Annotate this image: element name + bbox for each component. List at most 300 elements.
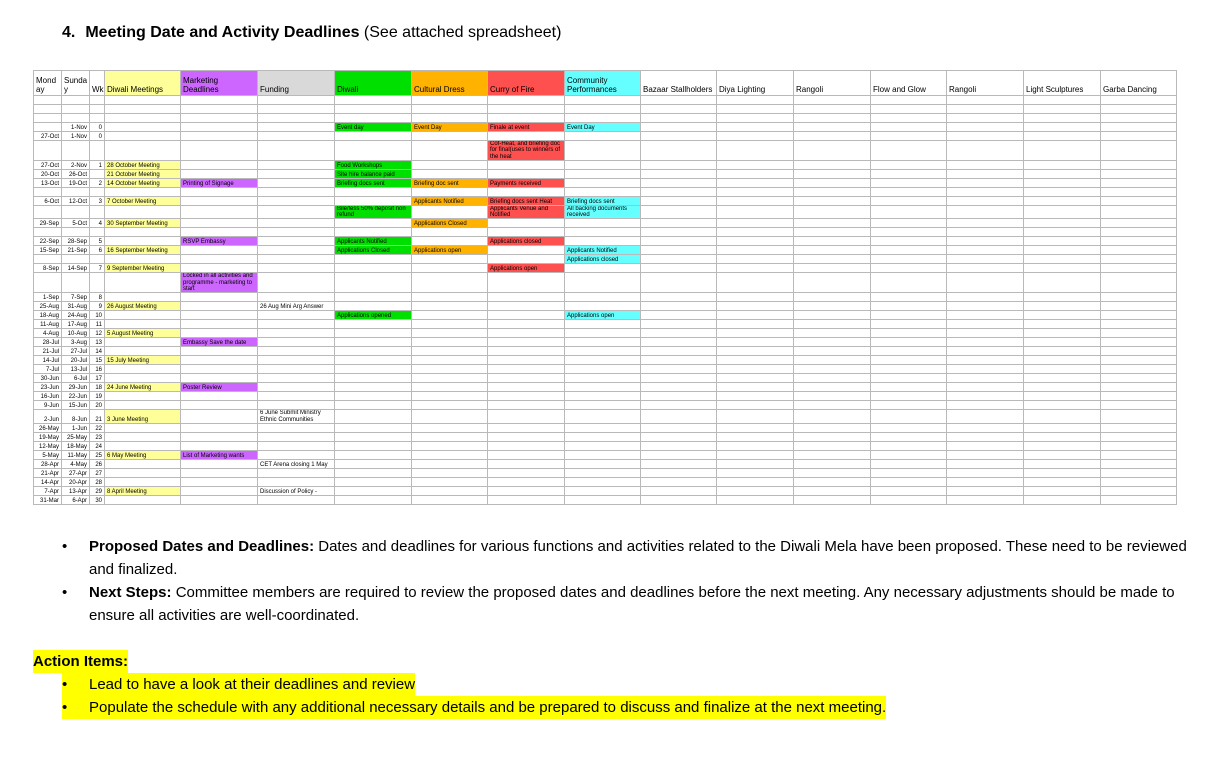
empty-cell — [488, 468, 565, 477]
empty-cell — [1101, 237, 1177, 246]
empty-cell — [947, 219, 1024, 228]
table-cell: 9 September Meeting — [105, 264, 181, 273]
column-header-mond-ay: Mond ay — [34, 71, 62, 96]
empty-cell — [717, 273, 794, 293]
empty-cell — [258, 273, 335, 293]
table-cell: 15 July Meeting — [105, 356, 181, 365]
table-row — [34, 495, 1177, 504]
empty-cell — [871, 237, 947, 246]
table-cell: 21-Apr — [34, 468, 62, 477]
empty-cell — [258, 423, 335, 432]
section-title: Meeting Date and Activity Deadlines — [85, 24, 360, 41]
table-cell: 26 — [90, 459, 105, 468]
empty-cell — [794, 311, 871, 320]
empty-cell — [1024, 255, 1101, 264]
empty-cell — [1024, 132, 1101, 141]
empty-cell — [1024, 264, 1101, 273]
empty-cell — [641, 468, 717, 477]
column-header-diwali: Diwali — [335, 71, 412, 96]
empty-cell — [412, 459, 488, 468]
empty-cell — [641, 273, 717, 293]
empty-cell — [641, 459, 717, 468]
empty-cell — [565, 432, 641, 441]
table-cell: Applications Closed — [335, 246, 412, 255]
empty-cell — [641, 338, 717, 347]
empty-cell — [412, 293, 488, 302]
empty-cell — [1024, 320, 1101, 329]
table-cell: Briefing doc sent — [412, 178, 488, 187]
table-cell: 24-Aug — [62, 311, 90, 320]
empty-cell — [641, 255, 717, 264]
empty-cell — [335, 486, 412, 495]
empty-cell — [258, 347, 335, 356]
section-heading — [62, 24, 561, 42]
empty-cell — [1101, 293, 1177, 302]
table-cell: 12-Oct — [62, 196, 90, 205]
empty-cell — [181, 293, 258, 302]
empty-cell — [258, 450, 335, 459]
table-cell: Applications open — [565, 311, 641, 320]
empty-cell — [1101, 187, 1177, 196]
empty-cell — [717, 132, 794, 141]
empty-cell — [258, 320, 335, 329]
bullet-text: Dates and deadlines for various functions and activities related to the Diwali Mela have been proposed. These need to be reviewed and finalized. — [89, 538, 1187, 578]
empty-cell — [258, 123, 335, 132]
table-cell: 6-Apr — [62, 495, 90, 504]
empty-cell — [947, 338, 1024, 347]
empty-cell — [488, 114, 565, 123]
bullet-text: Committee members are required to review the proposed dates and deadlines before the next meeting. Any necessary adjustments should be made to ensure all activities are well-coordinated. — [89, 584, 1175, 624]
empty-cell — [641, 347, 717, 356]
empty-cell — [947, 383, 1024, 392]
empty-cell — [947, 302, 1024, 311]
table-cell: 4-Aug — [34, 329, 62, 338]
empty-cell — [258, 132, 335, 141]
empty-cell — [565, 219, 641, 228]
table-cell: 19-Oct — [62, 178, 90, 187]
empty-cell — [717, 477, 794, 486]
column-header-rangoli: Rangoli — [947, 71, 1024, 96]
empty-cell — [258, 178, 335, 187]
empty-cell — [181, 264, 258, 273]
empty-cell — [62, 255, 90, 264]
table-cell: 13-Oct — [34, 178, 62, 187]
empty-cell — [488, 365, 565, 374]
empty-cell — [565, 320, 641, 329]
empty-cell — [794, 423, 871, 432]
empty-cell — [794, 205, 871, 219]
bullet-next-steps — [62, 581, 1192, 627]
bullet-dot-icon: • — [62, 673, 89, 696]
empty-cell — [565, 468, 641, 477]
empty-cell — [871, 187, 947, 196]
empty-cell — [181, 365, 258, 374]
empty-cell — [1024, 293, 1101, 302]
empty-cell — [794, 374, 871, 383]
table-cell: Site hire balance paid — [335, 169, 412, 178]
empty-cell — [34, 273, 62, 293]
empty-cell — [335, 105, 412, 114]
empty-cell — [1024, 423, 1101, 432]
empty-cell — [794, 347, 871, 356]
empty-cell — [794, 169, 871, 178]
empty-cell — [717, 302, 794, 311]
empty-cell — [565, 187, 641, 196]
table-row — [34, 228, 1177, 237]
empty-cell — [947, 477, 1024, 486]
empty-cell — [565, 141, 641, 161]
empty-cell — [871, 338, 947, 347]
empty-cell — [947, 105, 1024, 114]
schedule-table — [33, 70, 1177, 505]
empty-cell — [565, 392, 641, 401]
table-cell: 7-Jul — [34, 365, 62, 374]
table-cell: 21-Sep — [62, 246, 90, 255]
empty-cell — [1024, 273, 1101, 293]
empty-cell — [794, 410, 871, 424]
table-row — [34, 205, 1177, 219]
empty-cell — [717, 178, 794, 187]
column-header-community-performances: Community Performances — [565, 71, 641, 96]
empty-cell — [181, 486, 258, 495]
empty-cell — [62, 228, 90, 237]
empty-cell — [947, 320, 1024, 329]
empty-cell — [641, 374, 717, 383]
table-cell: 8 April Meeting — [105, 486, 181, 495]
empty-cell — [641, 187, 717, 196]
empty-cell — [258, 338, 335, 347]
empty-cell — [258, 187, 335, 196]
table-row — [34, 486, 1177, 495]
empty-cell — [488, 401, 565, 410]
empty-cell — [335, 320, 412, 329]
empty-cell — [947, 246, 1024, 255]
empty-cell — [1101, 273, 1177, 293]
table-cell: 6 June Submit Ministry Ethnic Communities — [258, 410, 335, 424]
empty-cell — [565, 374, 641, 383]
empty-cell — [90, 96, 105, 105]
empty-cell — [335, 477, 412, 486]
empty-cell — [1101, 302, 1177, 311]
table-row — [34, 160, 1177, 169]
empty-cell — [641, 114, 717, 123]
table-cell: 30-Jun — [34, 374, 62, 383]
empty-cell — [488, 320, 565, 329]
table-row — [34, 255, 1177, 264]
empty-cell — [1024, 187, 1101, 196]
table-cell: 7 — [90, 264, 105, 273]
empty-cell — [90, 205, 105, 219]
table-row — [34, 178, 1177, 187]
empty-cell — [105, 320, 181, 329]
table-cell: 18-Aug — [34, 311, 62, 320]
table-cell: Applicants Venue and Notified — [488, 205, 565, 219]
bullet-dot-icon: • — [62, 538, 68, 555]
action-items — [33, 650, 886, 719]
empty-cell — [90, 255, 105, 264]
empty-cell — [794, 365, 871, 374]
column-header-garba-dancing: Garba Dancing — [1101, 71, 1177, 96]
table-cell: 12-May — [34, 441, 62, 450]
empty-cell — [1101, 450, 1177, 459]
empty-cell — [105, 96, 181, 105]
table-cell: 28 October Meeting — [105, 160, 181, 169]
empty-cell — [871, 374, 947, 383]
empty-cell — [335, 187, 412, 196]
empty-cell — [335, 338, 412, 347]
empty-cell — [641, 311, 717, 320]
empty-cell — [947, 356, 1024, 365]
table-cell: 26 Aug Mini Arg Answer — [258, 302, 335, 311]
empty-cell — [181, 495, 258, 504]
table-row — [34, 329, 1177, 338]
empty-cell — [1101, 392, 1177, 401]
empty-cell — [1024, 468, 1101, 477]
empty-cell — [335, 365, 412, 374]
empty-cell — [105, 365, 181, 374]
empty-cell — [871, 255, 947, 264]
table-cell: 28-Jul — [34, 338, 62, 347]
empty-cell — [871, 320, 947, 329]
column-header-cultural-dress: Cultural Dress — [412, 71, 488, 96]
table-cell: Applications open — [412, 246, 488, 255]
table-cell: 11-May — [62, 450, 90, 459]
table-cell: 29 — [90, 486, 105, 495]
empty-cell — [1101, 441, 1177, 450]
empty-cell — [794, 302, 871, 311]
table-cell: 5 — [90, 237, 105, 246]
empty-cell — [62, 141, 90, 161]
empty-cell — [258, 228, 335, 237]
table-cell: 28-Sep — [62, 237, 90, 246]
empty-cell — [947, 169, 1024, 178]
empty-cell — [1101, 383, 1177, 392]
empty-cell — [641, 450, 717, 459]
table-cell: CET Arena closing 1 May — [258, 459, 335, 468]
column-header-light-sculptures: Light Sculptures — [1024, 71, 1101, 96]
table-cell: 31-Mar — [34, 495, 62, 504]
empty-cell — [1101, 486, 1177, 495]
empty-cell — [34, 205, 62, 219]
empty-cell — [794, 383, 871, 392]
column-header-wk: Wk — [90, 71, 105, 96]
empty-cell — [335, 410, 412, 424]
empty-cell — [565, 293, 641, 302]
empty-cell — [335, 423, 412, 432]
empty-cell — [717, 392, 794, 401]
table-cell: 6-Jul — [62, 374, 90, 383]
action-item-text: Lead to have a look at their deadlines and review — [89, 673, 415, 696]
column-header-sunda-y: Sunda y — [62, 71, 90, 96]
empty-cell — [947, 132, 1024, 141]
empty-cell — [947, 311, 1024, 320]
empty-cell — [947, 228, 1024, 237]
empty-cell — [90, 273, 105, 293]
action-item — [62, 696, 886, 719]
empty-cell — [488, 273, 565, 293]
empty-cell — [565, 237, 641, 246]
empty-cell — [105, 374, 181, 383]
empty-cell — [335, 255, 412, 264]
table-cell: 0 — [90, 132, 105, 141]
empty-cell — [1024, 114, 1101, 123]
empty-cell — [412, 169, 488, 178]
empty-cell — [794, 338, 871, 347]
empty-cell — [1101, 114, 1177, 123]
empty-cell — [1024, 432, 1101, 441]
empty-cell — [947, 392, 1024, 401]
empty-cell — [871, 401, 947, 410]
empty-cell — [565, 495, 641, 504]
empty-cell — [947, 423, 1024, 432]
empty-cell — [258, 255, 335, 264]
empty-cell — [717, 228, 794, 237]
empty-cell — [871, 392, 947, 401]
empty-cell — [412, 477, 488, 486]
empty-cell — [1101, 374, 1177, 383]
table-cell: 13 — [90, 338, 105, 347]
empty-cell — [794, 105, 871, 114]
empty-cell — [871, 347, 947, 356]
empty-cell — [641, 392, 717, 401]
table-cell: 3 — [90, 196, 105, 205]
empty-cell — [794, 468, 871, 477]
empty-cell — [488, 423, 565, 432]
table-cell: 25 — [90, 450, 105, 459]
empty-cell — [258, 477, 335, 486]
empty-cell — [181, 302, 258, 311]
empty-cell — [412, 228, 488, 237]
empty-cell — [1024, 441, 1101, 450]
empty-cell — [105, 441, 181, 450]
table-cell: Applicants Notified — [565, 246, 641, 255]
empty-cell — [62, 96, 90, 105]
table-row — [34, 423, 1177, 432]
empty-cell — [794, 264, 871, 273]
empty-cell — [794, 114, 871, 123]
empty-cell — [717, 423, 794, 432]
empty-cell — [258, 141, 335, 161]
empty-cell — [105, 423, 181, 432]
table-cell: 16 September Meeting — [105, 246, 181, 255]
empty-cell — [1024, 123, 1101, 132]
empty-cell — [1024, 477, 1101, 486]
empty-cell — [717, 264, 794, 273]
table-cell: 30 September Meeting — [105, 219, 181, 228]
empty-cell — [871, 356, 947, 365]
empty-cell — [641, 329, 717, 338]
empty-cell — [641, 178, 717, 187]
empty-cell — [335, 302, 412, 311]
table-cell: Briefing docs sent — [565, 196, 641, 205]
empty-cell — [871, 459, 947, 468]
table-cell: List of Marketing wants — [181, 450, 258, 459]
table-cell: 27-Oct — [34, 132, 62, 141]
table-cell: Printing of Signage — [181, 178, 258, 187]
empty-cell — [412, 356, 488, 365]
empty-cell — [871, 423, 947, 432]
empty-cell — [947, 495, 1024, 504]
empty-cell — [258, 160, 335, 169]
empty-cell — [181, 441, 258, 450]
empty-cell — [335, 132, 412, 141]
table-row — [34, 293, 1177, 302]
empty-cell — [794, 401, 871, 410]
empty-cell — [258, 237, 335, 246]
table-cell: All backing documents received — [565, 205, 641, 219]
table-cell: 29-Sep — [34, 219, 62, 228]
empty-cell — [565, 477, 641, 486]
table-cell: Event day — [335, 123, 412, 132]
empty-cell — [1024, 96, 1101, 105]
empty-cell — [794, 273, 871, 293]
empty-cell — [335, 347, 412, 356]
table-row — [34, 219, 1177, 228]
table-cell: 21-Jul — [34, 347, 62, 356]
empty-cell — [1024, 450, 1101, 459]
empty-cell — [62, 273, 90, 293]
empty-cell — [181, 187, 258, 196]
empty-cell — [641, 169, 717, 178]
table-cell: 27-Oct — [34, 160, 62, 169]
empty-cell — [947, 293, 1024, 302]
table-cell: 12 — [90, 329, 105, 338]
table-cell: RSVP Embassy — [181, 237, 258, 246]
empty-cell — [181, 228, 258, 237]
empty-cell — [1101, 141, 1177, 161]
empty-cell — [34, 255, 62, 264]
empty-cell — [565, 450, 641, 459]
table-row — [34, 401, 1177, 410]
empty-cell — [488, 311, 565, 320]
table-row — [34, 187, 1177, 196]
empty-cell — [565, 114, 641, 123]
empty-cell — [335, 264, 412, 273]
empty-cell — [488, 450, 565, 459]
empty-cell — [947, 237, 1024, 246]
empty-cell — [794, 255, 871, 264]
empty-cell — [412, 374, 488, 383]
empty-cell — [717, 495, 794, 504]
table-cell: 29-Jun — [62, 383, 90, 392]
table-row — [34, 450, 1177, 459]
empty-cell — [871, 293, 947, 302]
empty-cell — [181, 432, 258, 441]
empty-cell — [335, 495, 412, 504]
table-cell: 30 — [90, 495, 105, 504]
empty-cell — [641, 356, 717, 365]
empty-cell — [181, 311, 258, 320]
table-cell: 11 — [90, 320, 105, 329]
empty-cell — [794, 123, 871, 132]
empty-cell — [335, 293, 412, 302]
empty-cell — [412, 141, 488, 161]
empty-cell — [488, 392, 565, 401]
empty-cell — [105, 228, 181, 237]
empty-cell — [412, 114, 488, 123]
table-cell: 1-Nov — [62, 132, 90, 141]
bullet-proposed-dates — [62, 535, 1192, 581]
empty-cell — [1024, 237, 1101, 246]
table-row — [34, 96, 1177, 105]
schedule-spreadsheet — [33, 70, 1177, 505]
table-cell: 17 — [90, 374, 105, 383]
empty-cell — [871, 96, 947, 105]
empty-cell — [181, 196, 258, 205]
table-cell: 11-Aug — [34, 320, 62, 329]
empty-cell — [565, 410, 641, 424]
empty-cell — [335, 219, 412, 228]
